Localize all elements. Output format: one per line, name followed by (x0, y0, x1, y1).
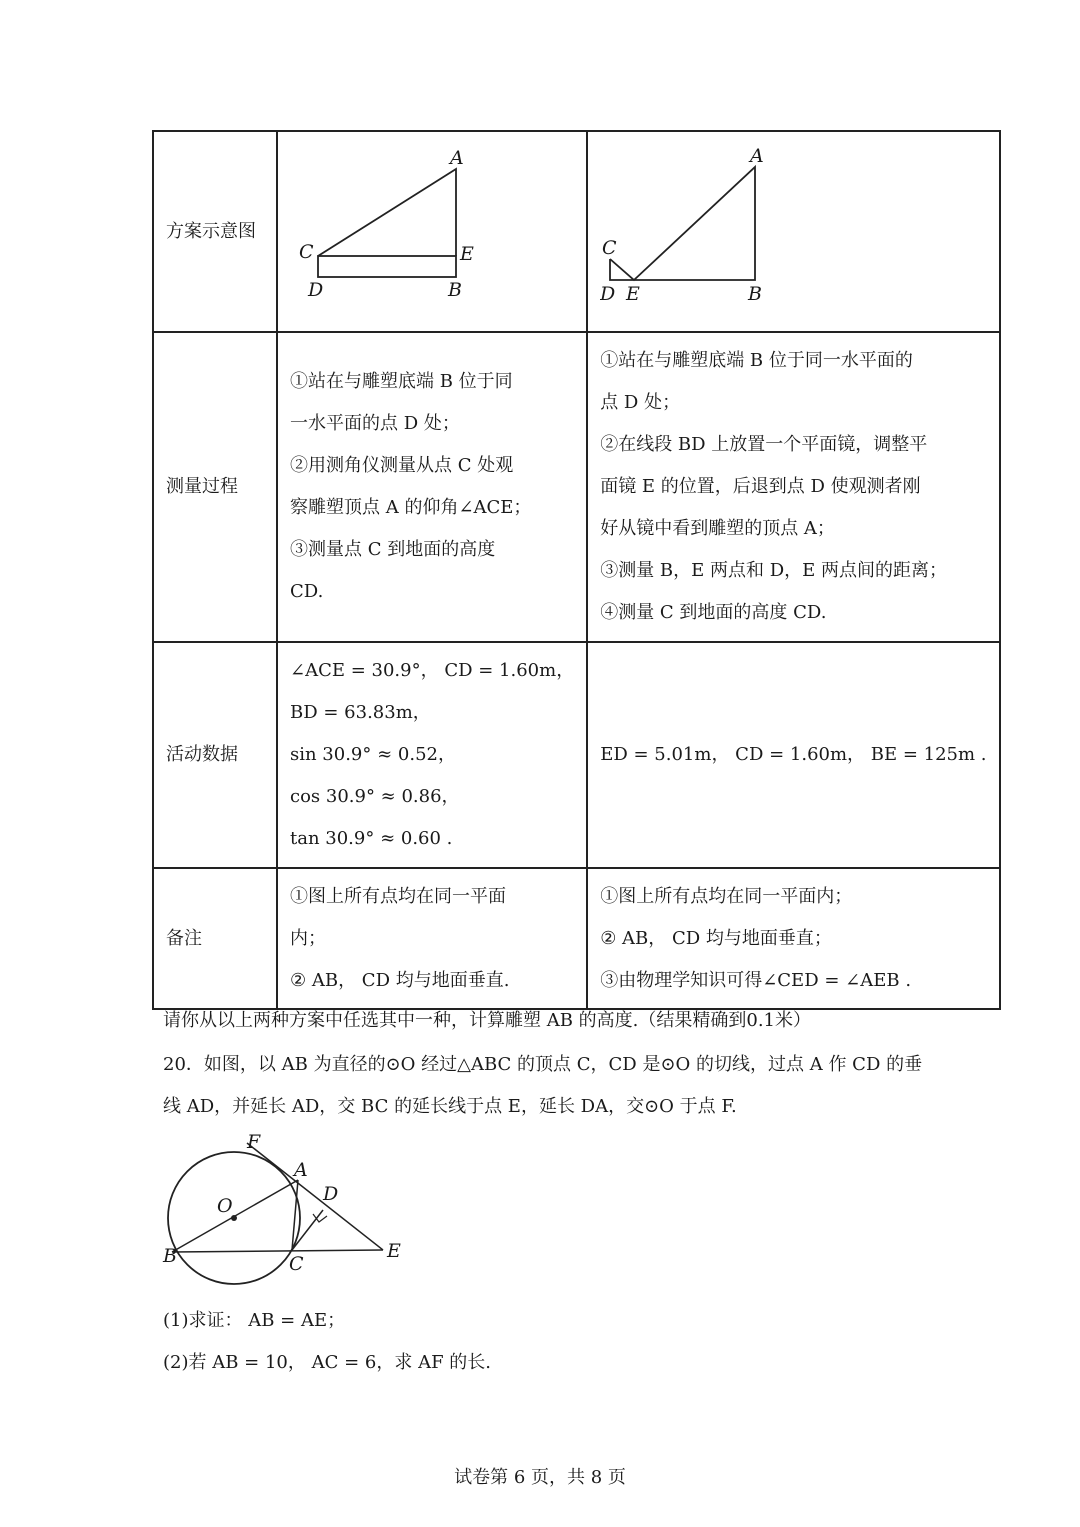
label-A: A (750, 145, 764, 167)
label-E: E (626, 283, 641, 305)
data-cell-plan2 (587, 642, 999, 868)
label-D: D (600, 283, 616, 305)
row-label-data: 活动数据 (153, 642, 277, 868)
table-row (153, 332, 1000, 642)
table-row (153, 868, 1000, 1009)
process-cell-plan2 (587, 332, 999, 642)
q20-part2: (2)若 AB = 10， AC = 6，求 AF 的长. (163, 1352, 491, 1373)
data-cell-plan1 (277, 642, 587, 868)
q20-circle-figure (155, 1130, 415, 1290)
label-C: C (289, 1253, 304, 1275)
label-C: C (602, 237, 617, 259)
process-cell-plan1 (277, 332, 587, 642)
diagram-cell-plan1 (277, 131, 587, 332)
q20-part1: (1)求证： AB = AE； (163, 1310, 346, 1331)
question-instruction: 请你从以上两种方案中任选其中一种，计算雕塑 AB 的高度.（结果精确到0.1米） (163, 1010, 812, 1031)
row-label-diagram: 方案示意图 (153, 131, 277, 332)
label-B: B (748, 283, 763, 305)
label-F: F (247, 1131, 261, 1153)
text-line: sin 30.9° ≈ 0.52， (290, 744, 456, 765)
label-D: D (323, 1183, 339, 1205)
text-line: 内； (290, 927, 326, 949)
text-line: ② AB， CD 均与地面垂直. (290, 969, 510, 991)
label-E: E (387, 1240, 401, 1262)
diagram-cell-plan2 (587, 131, 999, 332)
text-line: ED = 5.01m， CD = 1.60m， BE = 125m . (600, 744, 987, 765)
label-B: B (163, 1245, 177, 1267)
text-line: 面镜 E 的位置，后退到点 D 使观测者刚 (600, 476, 921, 497)
text-line: CD. (290, 581, 324, 602)
notes-cell-plan1 (277, 868, 587, 1009)
text-line: ②用测角仪测量从点 C 处观 (290, 455, 514, 476)
label-O: O (217, 1195, 233, 1217)
row-label-notes: 备注 (153, 868, 277, 1009)
label-C: C (299, 241, 314, 263)
label-D: D (308, 279, 324, 301)
text-line: 一水平面的点 D 处； (290, 413, 460, 434)
plan1-triangle-diagram (290, 132, 535, 315)
text-line: ∠ACE = 30.9°， CD = 1.60m， (290, 660, 575, 681)
page-footer: 试卷第 6 页，共 8 页 (454, 1467, 626, 1488)
q20-statement-line2: 线 AD，并延长 AD，交 BC 的延长线于点 E，延长 DA，交⊙O 于点 F. (163, 1096, 737, 1117)
label-E: E (460, 243, 474, 265)
text-line: ①站在与雕塑底端 B 位于同 (290, 371, 513, 392)
text-line: ①站在与雕塑底端 B 位于同一水平面的 (600, 350, 913, 371)
text-line: BD = 63.83m， (290, 702, 431, 723)
text-line: ② AB， CD 均与地面垂直； (600, 927, 832, 949)
label-A: A (294, 1159, 308, 1181)
text-line: ③测量 B，E 两点和 D，E 两点间的距离； (600, 560, 948, 581)
table-row (153, 642, 1000, 868)
q20-statement-line1: 20．如图，以 AB 为直径的⊙O 经过△ABC 的顶点 C，CD 是⊙O 的切线，过点 A 作 CD 的垂 (163, 1054, 923, 1075)
text-line: ③由物理学知识可得∠CED = ∠AEB . (600, 969, 912, 991)
text-line: 察雕塑顶点 A 的仰角∠ACE； (290, 497, 532, 518)
text-line: ④测量 C 到地面的高度 CD. (600, 602, 827, 623)
text-line: ①图上所有点均在同一平面 (290, 885, 506, 907)
table-row (153, 131, 1000, 332)
text-line: 点 D 处； (600, 392, 681, 413)
text-line: ②在线段 BD 上放置一个平面镜，调整平 (600, 434, 928, 455)
text-line: ③测量点 C 到地面的高度 (290, 539, 496, 560)
row-label-process: 测量过程 (153, 332, 277, 642)
measurement-plan-table (152, 130, 1001, 1010)
text-line: tan 30.9° ≈ 0.60 . (290, 828, 453, 849)
text-line: ①图上所有点均在同一平面内； (600, 885, 853, 907)
label-A: A (450, 147, 464, 169)
notes-cell-plan2 (587, 868, 999, 1009)
text-line: cos 30.9° ≈ 0.86， (290, 786, 460, 807)
label-B: B (448, 279, 462, 301)
plan2-mirror-diagram (600, 132, 934, 315)
text-line: 好从镜中看到雕塑的顶点 A； (600, 518, 835, 539)
